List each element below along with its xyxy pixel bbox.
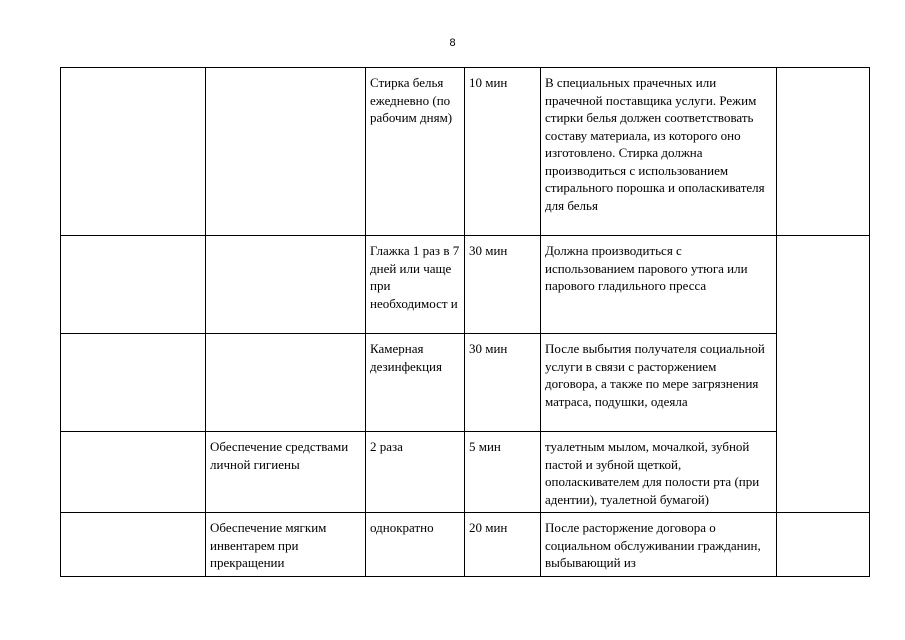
empty-cell <box>777 236 870 513</box>
note-cell: После выбытия получателя социальной услуги в связи с расторжением договора, а также по мере загрязнения матраса, подушки, одеяла <box>541 334 777 432</box>
service-cell <box>206 68 366 236</box>
service-cell <box>206 236 366 334</box>
table-row <box>61 236 870 334</box>
duration-cell: 20 мин <box>465 513 541 577</box>
note-cell: В специальных прачечных или прачечной поставщика услуги. Режим стирки белья должен соответствовать составу материала, из которого оно изготовлено. Стирка должна производиться с использованием стирального порошка и ополаскивателя для белья <box>541 68 777 236</box>
service-cell <box>206 334 366 432</box>
duration-cell: 30 мин <box>465 334 541 432</box>
table-row <box>61 68 870 236</box>
empty-cell <box>61 334 206 432</box>
note-cell: туалетным мылом, мочалкой, зубной пастой и зубной щеткой, ополаскивателем для полости рта (при адентии), туалетной бумагой) <box>541 432 777 513</box>
table-row <box>61 432 870 513</box>
note-cell: После расторжение договора о социальном обслуживании гражданин, выбывающий из <box>541 513 777 577</box>
item-cell: однократно <box>366 513 465 577</box>
item-cell: Глажка 1 раз в 7 дней или чаще при необходимост и <box>366 236 465 334</box>
item-cell: Стирка белья ежедневно (по рабочим дням) <box>366 68 465 236</box>
table-row <box>61 334 870 432</box>
item-cell: 2 раза <box>366 432 465 513</box>
table-row <box>61 513 870 577</box>
empty-cell <box>777 68 870 236</box>
services-table <box>60 67 870 577</box>
duration-cell: 30 мин <box>465 236 541 334</box>
item-cell: Камерная дезинфекция <box>366 334 465 432</box>
duration-cell: 5 мин <box>465 432 541 513</box>
service-cell: Обеспечение средствами личной гигиены <box>206 432 366 513</box>
service-cell: Обеспечение мягким инвентарем при прекращении <box>206 513 366 577</box>
empty-cell <box>61 432 206 513</box>
duration-cell: 10 мин <box>465 68 541 236</box>
note-cell: Должна производиться с использованием парового утюга или парового гладильного пресса <box>541 236 777 334</box>
empty-cell <box>777 513 870 577</box>
empty-cell <box>61 513 206 577</box>
empty-cell <box>61 68 206 236</box>
page-number: 8 <box>449 37 456 49</box>
empty-cell <box>61 236 206 334</box>
